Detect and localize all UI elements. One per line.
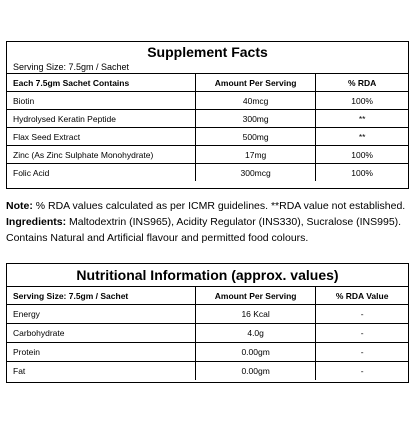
ingredients-line — [6, 214, 410, 230]
nutrient-rda: ** — [316, 110, 408, 128]
nutrient-name: Carbohydrate — [7, 324, 195, 343]
header-rda-value: % RDA Value — [316, 287, 408, 305]
ingredients-text: Maltodextrin (INS965), Acidity Regulator (INS330), Sucralose (INS995). — [66, 216, 402, 228]
table-row — [7, 146, 408, 164]
note-label: Note: — [6, 200, 33, 212]
table-row — [7, 324, 408, 343]
nutrition-grid — [7, 287, 408, 380]
nutrient-name: Biotin — [7, 92, 195, 110]
supplement-facts-title: Supplement Facts — [147, 44, 268, 60]
nutrient-name: Hydrolysed Keratin Peptide — [7, 110, 195, 128]
nutrient-amount: 16 Kcal — [195, 305, 315, 324]
nutrient-rda: - — [316, 343, 408, 362]
nutrient-amount: 4.0g — [195, 324, 315, 343]
nutrient-rda: - — [316, 362, 408, 381]
table-row — [7, 128, 408, 146]
nutrient-rda: ** — [316, 128, 408, 146]
table-row — [7, 362, 408, 381]
nutrient-rda: 100% — [316, 146, 408, 164]
table-row — [7, 164, 408, 182]
nutrient-amount: 300mcg — [195, 164, 315, 182]
nutrient-name: Protein — [7, 343, 195, 362]
nutrition-header-row — [7, 287, 408, 305]
header-rda: % RDA — [316, 74, 408, 92]
supplement-header-row — [7, 74, 408, 92]
supplement-facts-table — [6, 41, 409, 189]
nutrition-title: Nutritional Information (approx. values) — [7, 264, 408, 287]
table-row — [7, 305, 408, 324]
notes-section — [6, 198, 410, 246]
nutritional-information-table — [6, 263, 409, 383]
nutrient-name: Fat — [7, 362, 195, 381]
supplement-serving-size: Serving Size: 7.5gm / Sachet — [7, 61, 408, 74]
note-text: % RDA values calculated as per ICMR guidelines. **RDA value not established. — [32, 200, 406, 212]
table-row — [7, 92, 408, 110]
note-line — [6, 198, 410, 214]
nutrient-amount: 17mg — [195, 146, 315, 164]
table-row — [7, 343, 408, 362]
nutrient-name: Folic Acid — [7, 164, 195, 182]
contains-line: Contains Natural and Artificial flavour and permitted food colours. — [6, 232, 309, 244]
nutrient-name: Flax Seed Extract — [7, 128, 195, 146]
header-amount: Amount Per Serving — [195, 74, 315, 92]
header-amount: Amount Per Serving — [195, 287, 315, 305]
table-row — [7, 110, 408, 128]
nutrient-amount: 0.00gm — [195, 362, 315, 381]
nutrient-amount: 40mcg — [195, 92, 315, 110]
nutrient-rda: 100% — [316, 92, 408, 110]
nutrient-rda: - — [316, 324, 408, 343]
nutrient-name: Energy — [7, 305, 195, 324]
header-contains: Each 7.5gm Sachet Contains — [7, 74, 195, 92]
nutrient-rda: 100% — [316, 164, 408, 182]
ingredients-label: Ingredients: — [6, 216, 67, 228]
nutrient-name: Zinc (As Zinc Sulphate Monohydrate) — [7, 146, 195, 164]
supplement-grid — [7, 74, 408, 181]
nutrient-rda: - — [316, 305, 408, 324]
header-serving-size: Serving Size: 7.5gm / Sachet — [7, 287, 195, 305]
nutrient-amount: 300mg — [195, 110, 315, 128]
nutrient-amount: 0.00gm — [195, 343, 315, 362]
nutrient-amount: 500mg — [195, 128, 315, 146]
